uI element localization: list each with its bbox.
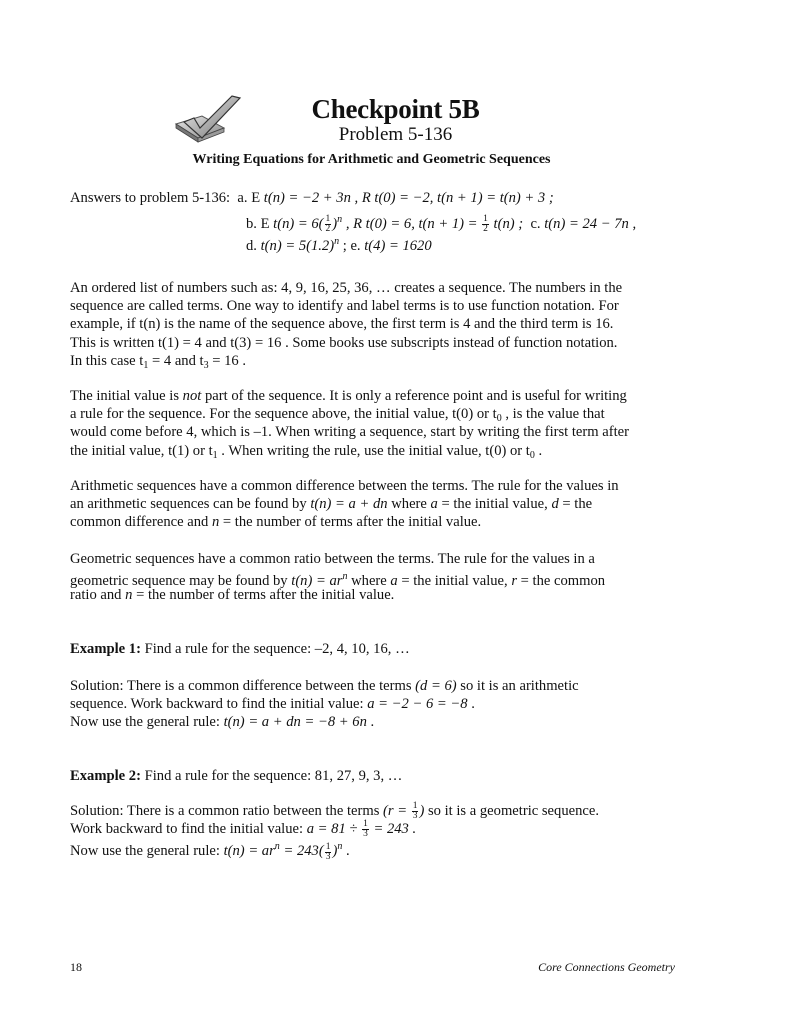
fraction-third: $\frac{1}{3}$ — [325, 841, 331, 862]
arithmetic-paragraph — [70, 477, 682, 532]
example-1-solution — [70, 677, 682, 732]
answers-block — [70, 189, 682, 255]
text-line: Solution: There is a common ratio between the terms (r = $\frac{1}{3}$ ) so it is a geometric sequence. — [70, 801, 600, 822]
fraction-third: $\frac{1}{3}$ — [363, 819, 368, 840]
text-line: example, if t(n) is the name of the sequence above, the first term is 4 and the third term is 16. — [70, 316, 614, 333]
text-line: sequence are called terms. One way to identify and label terms is to use function notation. For — [70, 298, 619, 315]
problem-number: Problem 5-136 — [338, 124, 453, 145]
fraction-half: $\frac{1}{2}$ — [325, 214, 331, 235]
text-line: In this case $t_1 = 4$ and $t_3 = 16$ . — [70, 352, 247, 371]
text-line: An ordered list of numbers such as: 4, 9, 16, 25, 36, … creates a sequence. The numbers in the — [70, 280, 623, 296]
text-line: sequence. Work backward to find the initial value: a = −2 − 6 = −8 . — [70, 696, 475, 713]
example-1-prompt: Example 1: Find a rule for the sequence: –2, 4, 10, 16, … — [70, 641, 410, 657]
text-line: a rule for the sequence. For the sequence above, the initial value, t(0) or $t_0$ , is the value that — [70, 406, 605, 425]
book-title: Core Connections Geometry — [538, 960, 675, 974]
text-line: an arithmetic sequences can be found by t(n) = a + dn where a = the initial value, d = the — [70, 496, 593, 513]
text-line: This is written t(1) = 4 and t(3) = 16 . Some books use subscripts instead of function notation. — [70, 334, 618, 351]
answer-line-2: b. E t(n) = 6( $\frac{1}{2}$ )$^n$ , R t(0) = 6, t(n + 1) = $\frac{1}{2}$ t(n) ; c. t(n) = 24 − 7n , — [246, 214, 637, 235]
page-number: 18 — [70, 960, 82, 974]
text-line: Now use the general rule: t(n) = a + dn = −8 + 6n . — [70, 714, 375, 731]
text-line: Solution: There is a common difference between the terms (d = 6) so it is an arithmetic — [70, 678, 579, 694]
text-line: Work backward to find the initial value: a = 81 ÷ $\frac{1}{3}$ = 243 . — [70, 819, 417, 840]
fraction-third: $\frac{1}{3}$ — [412, 801, 418, 822]
text-line: Geometric sequences have a common ratio between the terms. The rule for the values in a — [70, 551, 595, 567]
example-2 — [70, 767, 682, 785]
text-line: Arithmetic sequences have a common difference between the terms. The rule for the values in — [70, 478, 619, 494]
answer-line-3: d. $t(n) = 5(1.2)^n$ ; e. t(4) = 1620 — [246, 236, 432, 255]
section-heading: Writing Equations for Arithmetic and Geometric Sequences — [192, 152, 551, 167]
fraction-half: $\frac{1}{2}$ — [483, 214, 488, 235]
intro-paragraph — [70, 279, 682, 370]
geometric-paragraph — [70, 550, 682, 605]
text-line: Now use the general rule: $t(n) = ar^n = 243$( $\frac{1}{3}$ )$^n$ . — [70, 841, 350, 862]
example-1 — [70, 640, 682, 658]
initial-value-paragraph — [70, 387, 682, 460]
text-line: the initial value, t(1) or $t_1$ . When writing the rule, use the initial value, t(0) or $t_0$ . — [70, 442, 543, 461]
text-line: geometric sequence may be found by $t(n) = ar^n$ where a = the initial value, r = the common — [70, 571, 606, 590]
example-2-prompt: Example 2: Find a rule for the sequence: 81, 27, 9, 3, … — [70, 768, 403, 784]
text-line: common difference and n = the number of terms after the initial value. — [70, 514, 482, 531]
text-line: would come before 4, which is –1. When writing a sequence, start by writing the first term after — [70, 424, 629, 441]
text-line: The initial value is not part of the sequence. It is only a reference point and is useful for writing — [70, 388, 627, 404]
page-title: Checkpoint 5B — [311, 94, 480, 124]
text-line: ratio and n = the number of terms after the initial value. — [70, 587, 395, 604]
example-2-solution — [70, 801, 682, 862]
answer-line-1: Answers to problem 5-136: a. E t(n) = −2 + 3n , R t(0) = −2, t(n + 1) = t(n) + 3 ; — [70, 190, 554, 206]
